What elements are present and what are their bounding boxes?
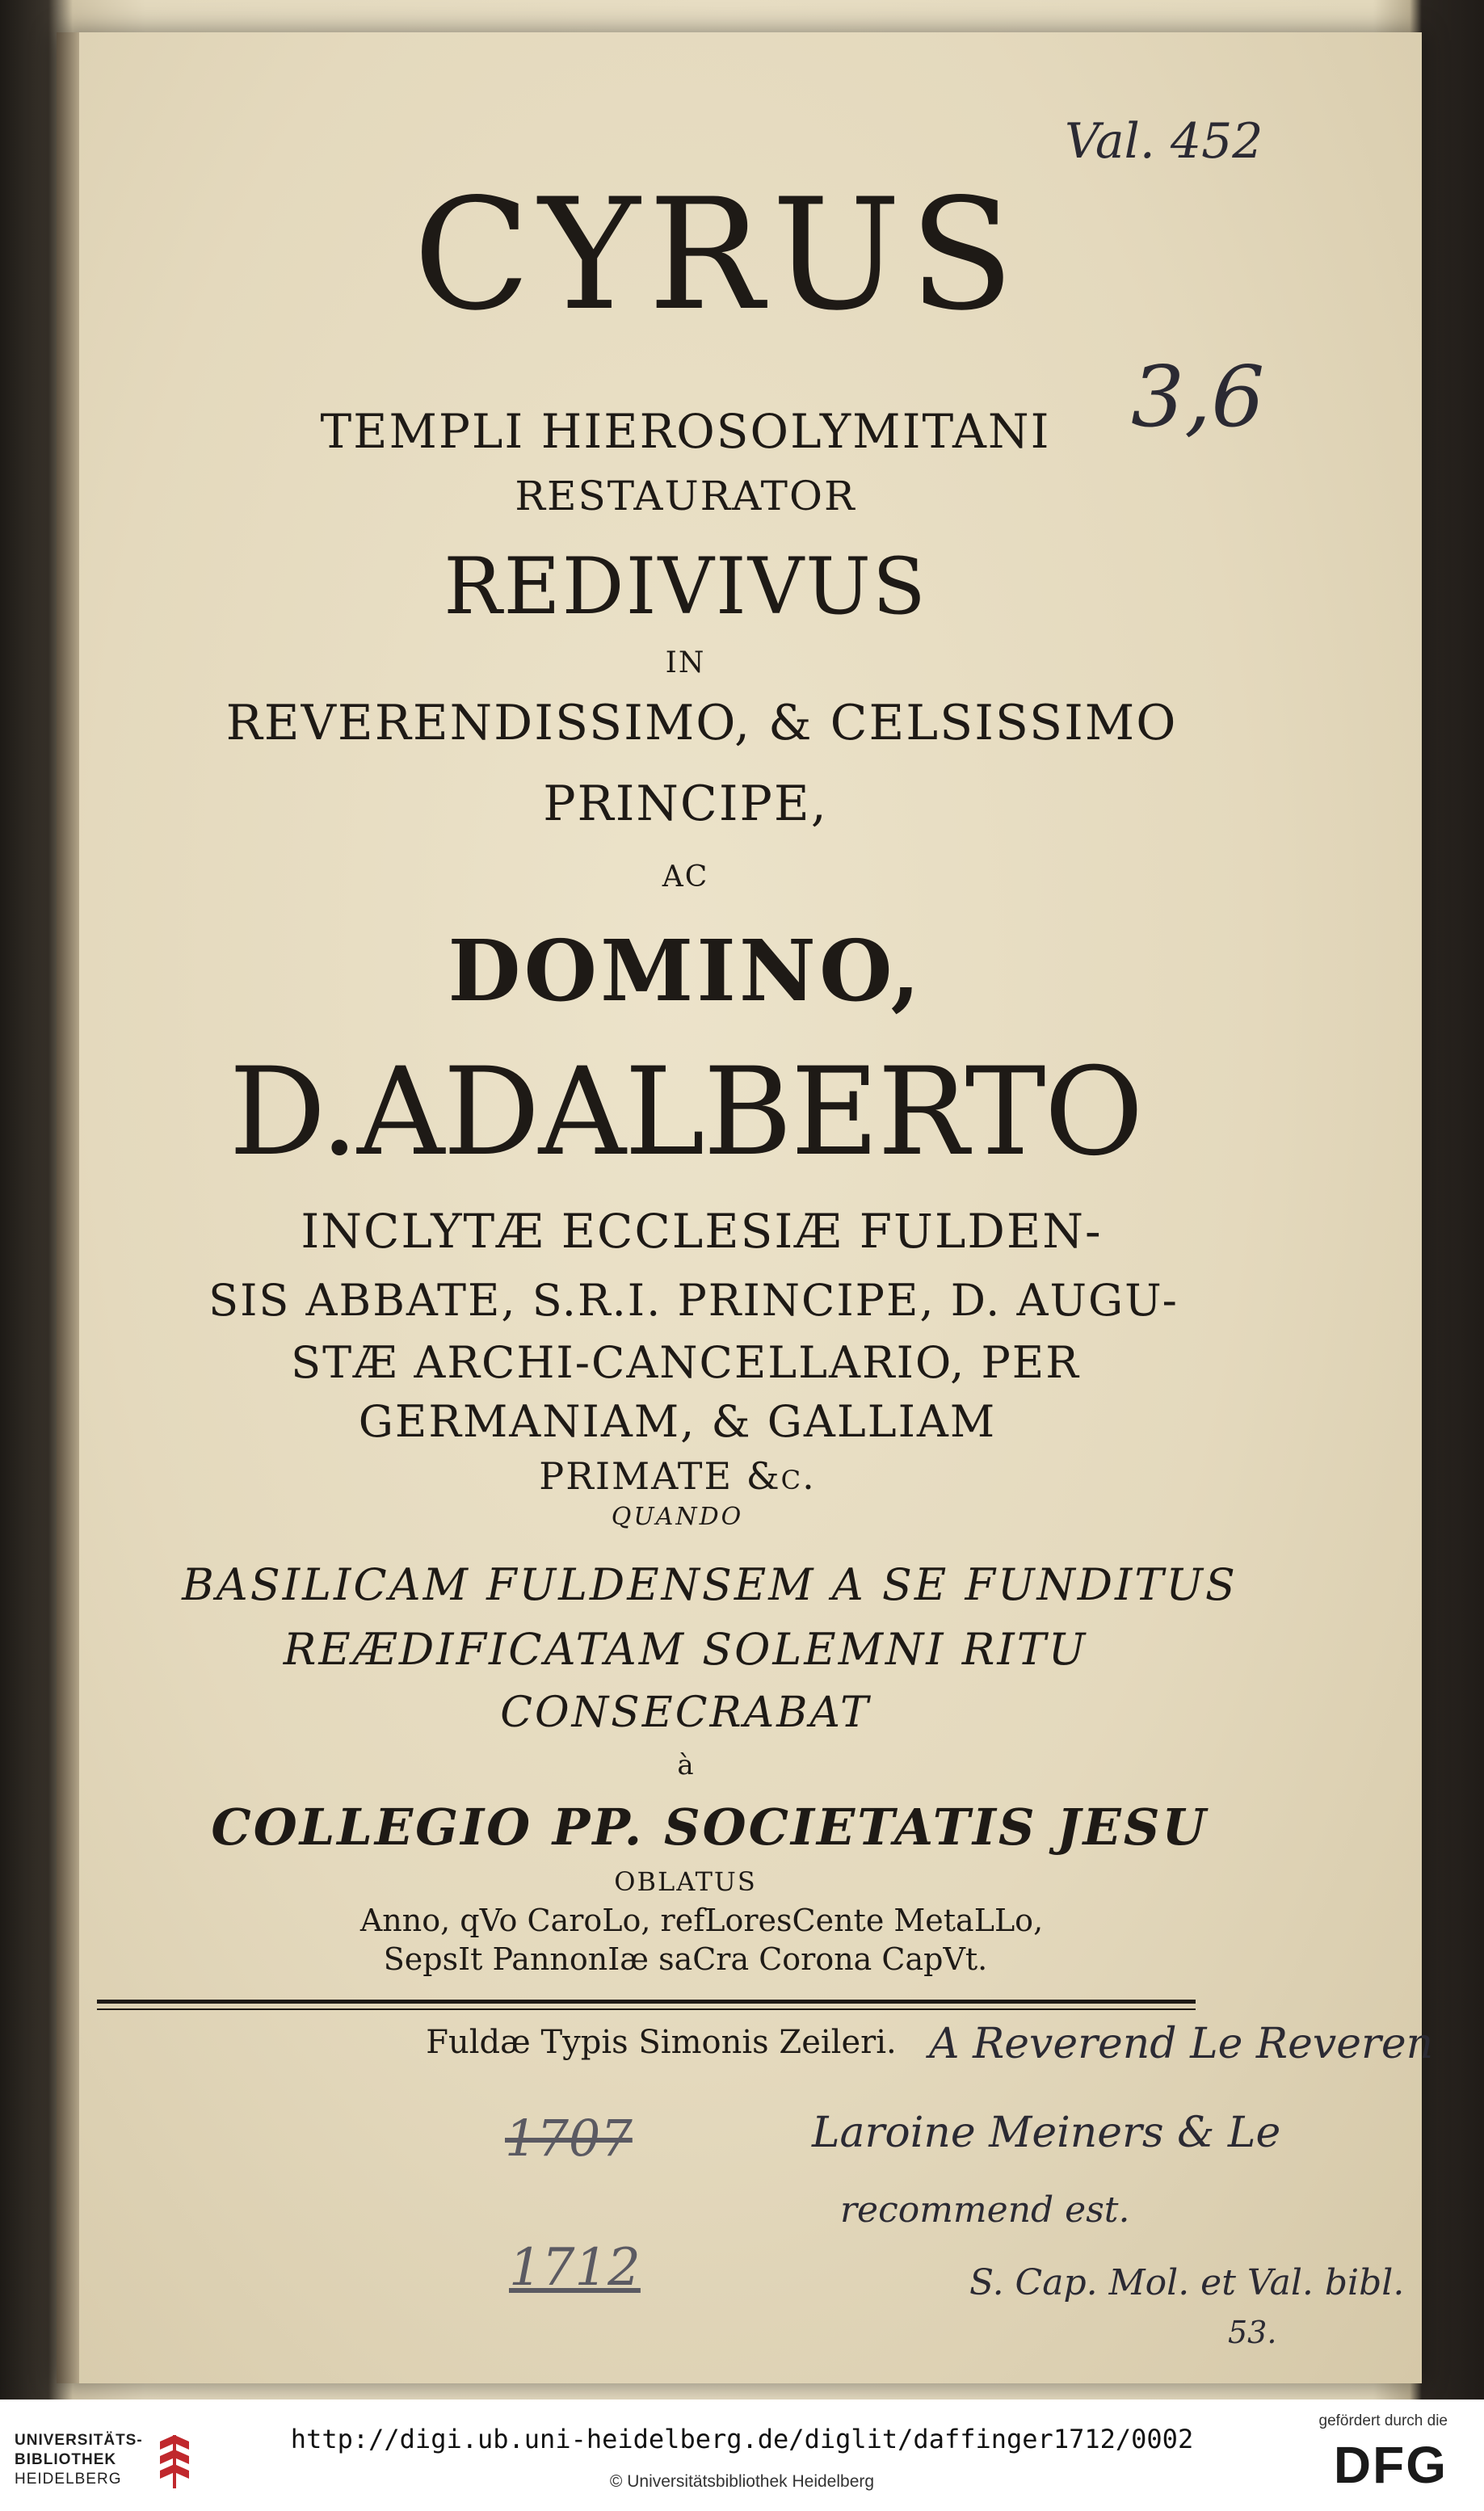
title-line-germaniam: GERMANIAM, & GALLIAM xyxy=(358,1396,997,1447)
shelfmark-catalog: Val. 452 xyxy=(1065,113,1263,170)
pencil-date-crossed: 1707 xyxy=(505,2109,633,2168)
title-line-basilicam: BASILICAM FULDENSEM A SE FUNDITUS xyxy=(182,1559,1238,1610)
title-line-cancellario: STÆ ARCHI-CANCELLARIO, PER xyxy=(291,1337,1080,1388)
inscription-line-4: S. Cap. Mol. et Val. bibl. xyxy=(969,2262,1405,2303)
pencil-date: 1712 xyxy=(509,2238,641,2298)
title-cyrus: CYRUS xyxy=(413,166,1023,344)
inscription-line-5: 53. xyxy=(1228,2315,1277,2350)
dfg-logo: DFG xyxy=(1333,2436,1448,2494)
title-line-a: à xyxy=(677,1749,694,1781)
funder-caption: gefördert durch die xyxy=(1318,2412,1448,2429)
inscription-line-1: A Reverend Le Reveren xyxy=(929,2020,1434,2068)
imprint-rule-thin xyxy=(97,2008,1196,2010)
library-name-line-2: BIBLIOTHEK xyxy=(15,2451,117,2468)
imprint-line: Fuldæ Typis Simonis Zeileri. xyxy=(426,2024,897,2061)
title-line-ac: AC xyxy=(662,860,709,894)
title-line-chronogram-1: Anno, qVo CaroLo, refLoresCente MetaLLo, xyxy=(359,1903,1044,1938)
title-line-in: IN xyxy=(665,646,706,679)
title-line-domino: DOMINO, xyxy=(448,921,923,1020)
title-line-chronogram-2: SepsIt PannonIæ saCra Corona CapVt. xyxy=(383,1941,988,1977)
permalink-url[interactable]: http://digi.ub.uni-heidelberg.de/diglit/daffinger1712/0002 xyxy=(290,2424,1194,2454)
title-line-quando: QUANDO xyxy=(611,1503,744,1531)
title-line-adalberto: D.ADALBERTO xyxy=(229,1042,1142,1183)
digitization-footer xyxy=(0,2400,1484,2511)
title-line-consecrabat: CONSECRABAT xyxy=(500,1689,871,1737)
imprint-rule xyxy=(97,2000,1196,2004)
title-line-restaurator: RESTAURATOR xyxy=(515,473,856,519)
title-line-templi: TEMPLI HIEROSOLYMITANI xyxy=(320,404,1051,459)
title-line-oblatus: OBLATUS xyxy=(614,1866,757,1897)
title-line-primate: PRIMATE &c. xyxy=(539,1454,816,1498)
inscription-line-2: Laroine Meiners & Le xyxy=(812,2109,1281,2157)
title-line-reverendissimo: REVERENDISSIMO, & CELSISSIMO xyxy=(225,695,1178,751)
copyright-notice: © Universitätsbibliothek Heidelberg xyxy=(609,2472,875,2491)
inscription-line-3: recommend est. xyxy=(840,2189,1130,2231)
library-name-line-3: HEIDELBERG xyxy=(15,2471,122,2488)
title-line-collegio: COLLEGIO PP. SOCIETATIS JESU xyxy=(211,1798,1209,1857)
shelfmark-fraction: 3,6 xyxy=(1131,347,1265,446)
library-name-line-1: UNIVERSITÄTS- xyxy=(15,2432,143,2449)
title-line-inclytae: INCLYTÆ ECCLESIÆ FULDEN- xyxy=(301,1204,1103,1259)
title-line-abbate: SIS ABBATE, S.R.I. PRINCIPE, D. AUGU- xyxy=(208,1275,1179,1326)
title-line-redivivus: REDIVIVUS xyxy=(444,541,927,632)
title-line-reaedificatam: REÆDIFICATAM SOLEMNI RITU xyxy=(283,1624,1088,1675)
title-line-principe: PRINCIPE, xyxy=(543,776,828,832)
